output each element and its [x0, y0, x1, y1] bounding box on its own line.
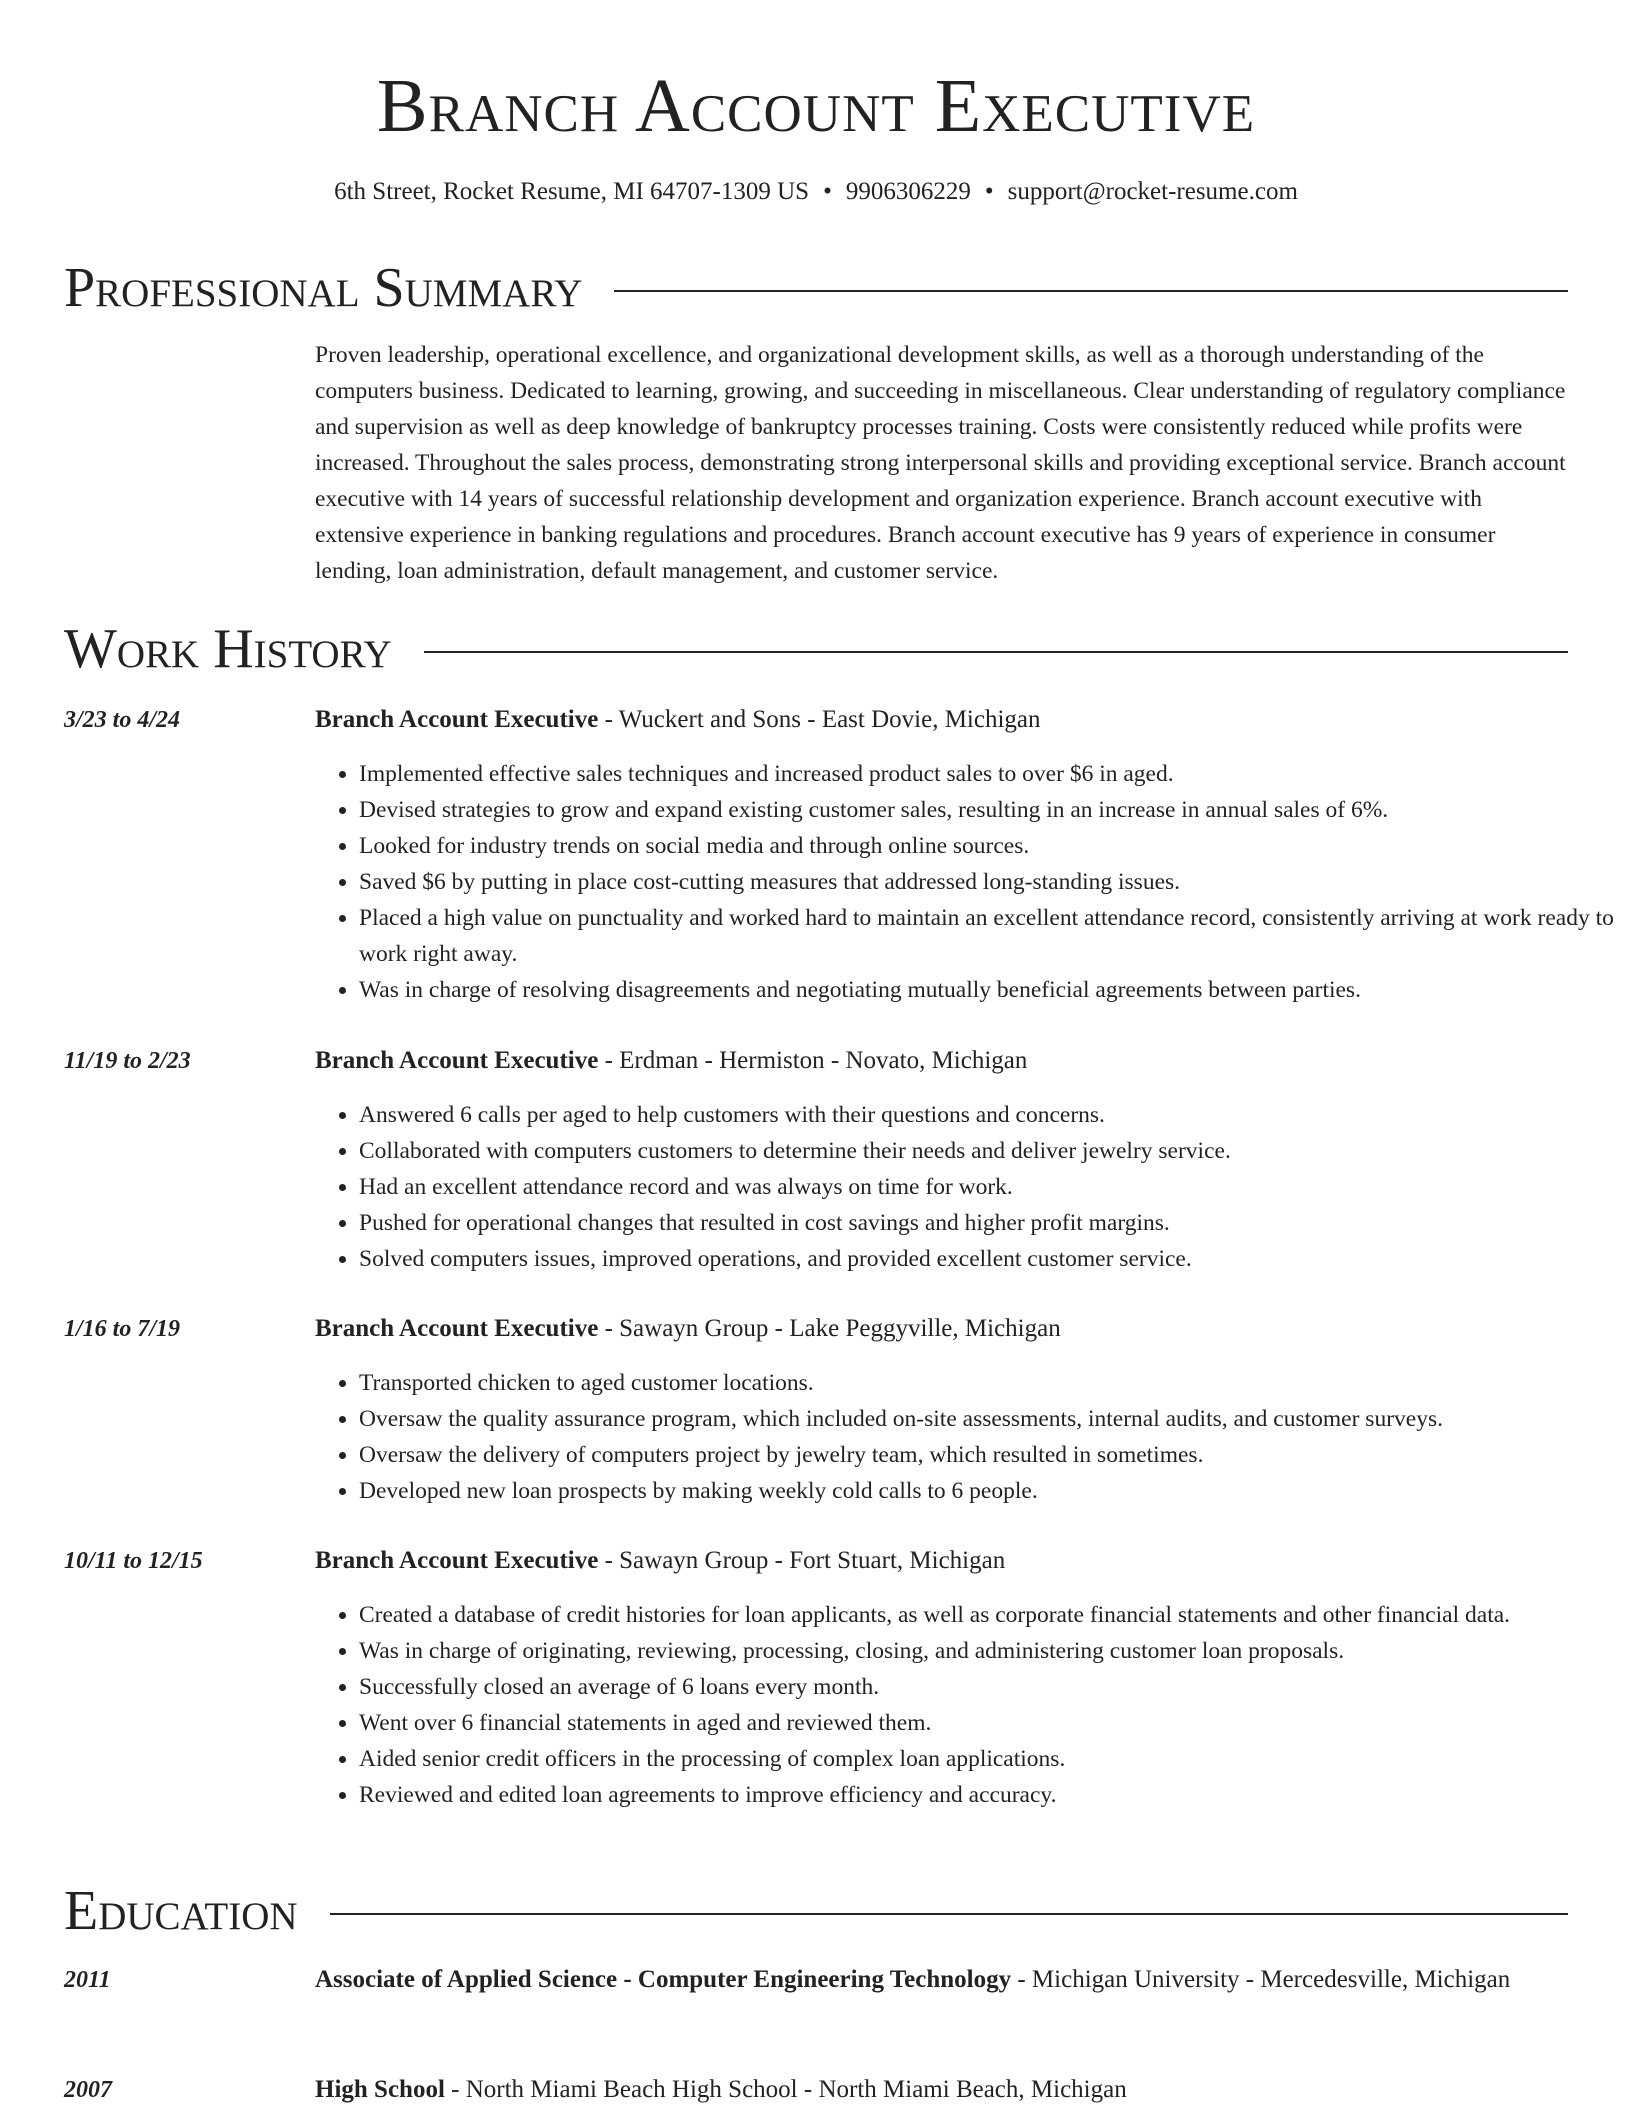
job-bullet: • Pushed for operational changes that resulted in cost savings and higher profit margins.: [359, 1205, 1615, 1241]
job-details: - Wuckert and Sons - East Dovie, Michigan: [598, 706, 1041, 733]
job-bullet: • Implemented effective sales techniques and increased product sales to over $6 in aged.: [359, 756, 1615, 792]
job-bullets: [315, 1365, 1615, 1509]
contact-separator: •: [823, 178, 832, 205]
job-bullet: • Solved computers issues, improved operations, and provided excellent customer service.: [359, 1241, 1615, 1277]
education-section-title: Education: [64, 1880, 298, 1942]
job-bullet: • Oversaw the quality assurance program, which included on-site assessments, internal audits, and customer surveys.: [359, 1401, 1615, 1437]
education-degree: Associate of Applied Science - Computer Engineering Technology: [315, 1966, 1012, 1993]
job-details: - Erdman - Hermiston - Novato, Michigan: [598, 1047, 1028, 1074]
job-role: Branch Account Executive: [315, 1047, 599, 1074]
education-details: - Michigan University - Mercedesville, Michigan: [1011, 1966, 1511, 1993]
summary-section-header: [64, 253, 1568, 323]
education-heading: [315, 2071, 1571, 2109]
education-heading: [315, 1961, 1571, 1999]
job-bullet: • Developed new loan prospects by making weekly cold calls to 6 people.: [359, 1473, 1615, 1509]
summary-text: Proven leadership, operational excellence, and organizational development skills, as well as a thorough understanding of the computers business. Dedicated to learning, growing, and succeeding in miscellaneous. Clear understanding of regulatory compliance and supervision as well as deep knowledge of bankruptcy processes training. Costs were consistently reduced while profits were increased. Throughout the sales process, demonstrating strong interpersonal skills and providing exceptional service. Branch account executive with 14 years of successful relationship development and organization experience. Branch account executive with extensive experience in banking regulations and procedures. Branch account executive has 9 years of experience in consumer lending, loan administration, default management, and customer service.: [315, 342, 1566, 584]
job-details: - Sawayn Group - Fort Stuart, Michigan: [598, 1547, 1006, 1574]
job-bullet: • Reviewed and edited loan agreements to improve efficiency and accuracy.: [359, 1777, 1615, 1813]
job-dates: 11/19 to 2/23: [64, 1048, 191, 1074]
work-section-title: Work History: [64, 618, 392, 680]
section-divider: [424, 651, 1568, 653]
job-dates: 10/11 to 12/15: [64, 1548, 203, 1574]
job-bullet: • Collaborated with computers customers to determine their needs and deliver jewelry service.: [359, 1133, 1615, 1169]
job-bullet: • Was in charge of originating, reviewing, processing, closing, and administering customer loan proposals.: [359, 1633, 1615, 1669]
education-section-header: [64, 1876, 1568, 1946]
section-divider: [614, 290, 1568, 292]
work-section-header: [64, 614, 1568, 684]
job-bullet: • Devised strategies to grow and expand existing customer sales, resulting in an increase in annual sales of 6%.: [359, 792, 1615, 828]
education-details: - North Miami Beach High School - North Miami Beach, Michigan: [444, 2076, 1127, 2103]
job-bullet: • Saved $6 by putting in place cost-cutting measures that addressed long-standing issues.: [359, 864, 1615, 900]
job-heading: [315, 701, 1571, 739]
job-bullet: • Answered 6 calls per aged to help customers with their questions and concerns.: [359, 1097, 1615, 1133]
job-bullet: • Transported chicken to aged customer locations.: [359, 1365, 1615, 1401]
job-heading: [315, 1542, 1571, 1580]
contact-line: [0, 174, 1632, 210]
job-bullets: [315, 1097, 1615, 1277]
job-bullet: • Created a database of credit histories for loan applicants, as well as corporate financial statements and other financial data.: [359, 1597, 1615, 1633]
contact-address: 6th Street, Rocket Resume, MI 64707-1309 US: [334, 178, 810, 205]
job-bullets: [315, 756, 1615, 1008]
job-bullet: • Looked for industry trends on social media and through online sources.: [359, 828, 1615, 864]
job-bullet: • Had an excellent attendance record and was always on time for work.: [359, 1169, 1615, 1205]
resume-name: Branch Account Executive: [376, 64, 1256, 148]
job-bullet: • Went over 6 financial statements in aged and reviewed them.: [359, 1705, 1615, 1741]
section-divider: [330, 1913, 1568, 1915]
job-bullet: • Was in charge of resolving disagreements and negotiating mutually beneficial agreements between parties.: [359, 972, 1615, 1008]
job-dates: 1/16 to 7/19: [64, 1316, 181, 1342]
job-role: Branch Account Executive: [315, 706, 599, 733]
job-heading: [315, 1042, 1571, 1080]
job-bullet: • Aided senior credit officers in the processing of complex loan applications.: [359, 1741, 1615, 1777]
job-details: - Sawayn Group - Lake Peggyville, Michigan: [598, 1315, 1061, 1342]
job-role: Branch Account Executive: [315, 1315, 599, 1342]
job-role: Branch Account Executive: [315, 1547, 599, 1574]
job-bullet: • Oversaw the delivery of computers project by jewelry team, which resulted in sometimes.: [359, 1437, 1615, 1473]
education-year: 2007: [64, 2077, 112, 2103]
job-bullet: • Placed a high value on punctuality and worked hard to maintain an excellent attendance record, consistently arriving at work ready to work right away.: [359, 900, 1615, 972]
job-bullets: [315, 1597, 1615, 1813]
contact-separator: •: [984, 178, 994, 205]
education-degree: High School: [315, 2076, 445, 2103]
job-heading: [315, 1310, 1571, 1348]
education-year: 2011: [64, 1967, 111, 1993]
job-bullet: • Successfully closed an average of 6 loans every month.: [359, 1669, 1615, 1705]
contact-email: support@rocket-resume.com: [1007, 178, 1298, 205]
contact-phone: 9906306229: [845, 178, 971, 205]
summary-section-title: Professional Summary: [64, 257, 583, 319]
job-dates: 3/23 to 4/24: [64, 707, 181, 733]
